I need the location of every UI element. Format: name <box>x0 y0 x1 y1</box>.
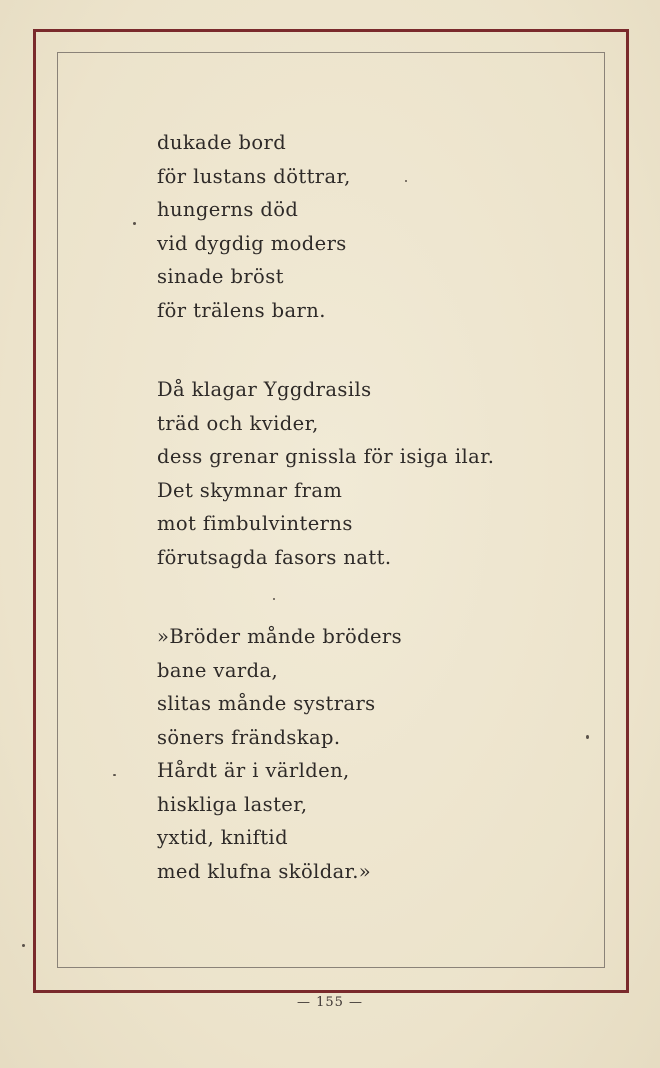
poem-line: sinade bröst <box>157 265 284 288</box>
stanza-2 <box>157 373 577 574</box>
page-number: — 155 — <box>296 995 364 1010</box>
poem-text <box>157 126 577 934</box>
poem-line: Hårdt är i världen, <box>157 759 350 782</box>
poem-line: träd och kvider, <box>157 411 319 435</box>
poem-line: bane varda, <box>157 658 279 682</box>
poem-line: för lustans döttrar, <box>157 164 351 188</box>
poem-line: vid dygdig moders <box>157 231 347 255</box>
stanza-1 <box>157 126 577 327</box>
poem-line: hiskliga laster, <box>157 792 308 816</box>
poem-line: yxtid, kniftid <box>157 826 288 849</box>
scan-speck <box>586 735 589 739</box>
poem-line: hungerns död <box>157 198 299 221</box>
scan-speck <box>273 598 275 600</box>
poem-line: dukade bord <box>157 131 287 154</box>
poem-line: Det skymnar fram <box>157 478 343 502</box>
stanza-3 <box>157 620 577 888</box>
scan-speck <box>113 774 116 776</box>
poem-line: för trälens barn. <box>157 298 326 322</box>
poem-line: mot fimbulvinterns <box>157 512 353 535</box>
poem-line: söners frändskap. <box>157 725 341 749</box>
scan-speck <box>405 180 407 182</box>
poem-line: förutsagda fasors natt. <box>157 545 392 569</box>
poem-line: med klufna sköldar.» <box>157 859 372 883</box>
scan-speck <box>22 944 25 947</box>
poem-line: Då klagar Yggdrasils <box>157 378 372 401</box>
poem-line: »Bröder månde bröders <box>157 625 403 648</box>
poem-line: slitas månde systrars <box>157 692 376 715</box>
poem-line: dess grenar gnissla för isiga ilar. <box>157 445 495 468</box>
scan-speck <box>133 222 136 225</box>
